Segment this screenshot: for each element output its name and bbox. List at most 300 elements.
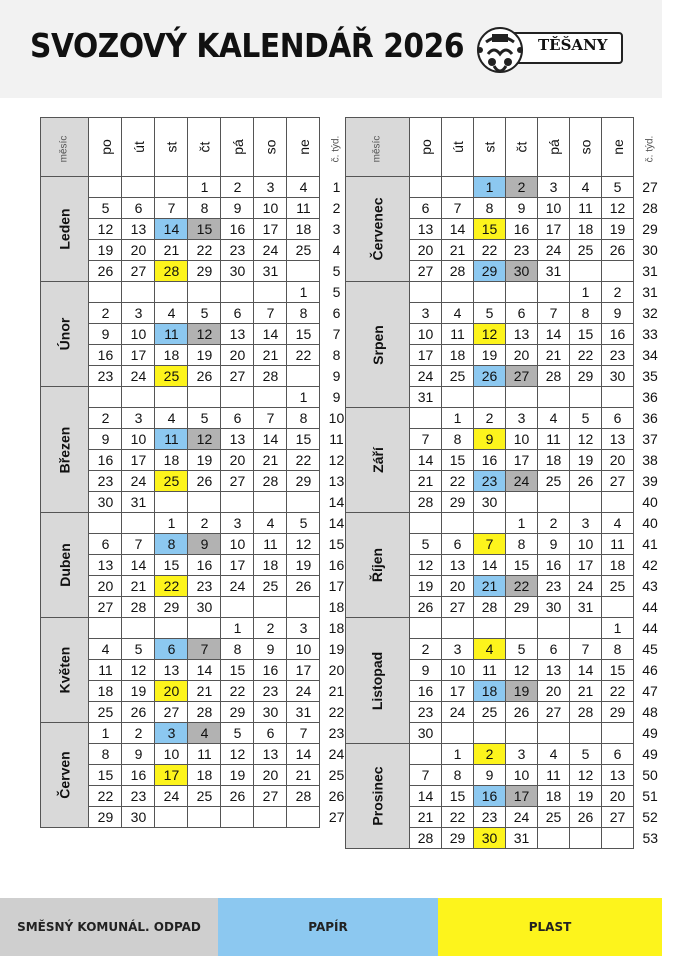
day-cell: 19: [188, 345, 221, 366]
day-cell: 3: [410, 303, 442, 324]
day-cell: 13: [410, 219, 442, 240]
logo-text: TĚŠANY: [538, 36, 608, 54]
day-cell: 8: [155, 534, 188, 555]
day-cell: 26: [188, 471, 221, 492]
day-cell: 22: [602, 681, 634, 702]
header-day: [570, 118, 602, 177]
day-cell: 4: [538, 408, 570, 429]
day-cell: 5: [570, 744, 602, 765]
day-cell: 2: [474, 744, 506, 765]
day-cell: 12: [602, 198, 634, 219]
day-cell: 23: [474, 471, 506, 492]
day-cell: 8: [570, 303, 602, 324]
header-month: [41, 118, 89, 177]
day-cell: 29: [602, 702, 634, 723]
day-cell: 24: [122, 366, 155, 387]
month-name: Červen: [56, 751, 73, 799]
day-cell: 19: [602, 219, 634, 240]
day-cell: 7: [287, 723, 320, 744]
day-cell: 2: [254, 618, 287, 639]
empty-cell: [287, 366, 320, 387]
header-day-label: ne: [295, 139, 312, 155]
day-cell: 13: [602, 765, 634, 786]
empty-cell: [410, 744, 442, 765]
day-cell: 31: [538, 261, 570, 282]
empty-cell: [287, 597, 320, 618]
empty-cell: [570, 492, 602, 513]
day-cell: 24: [221, 576, 254, 597]
day-cell: 24: [506, 471, 538, 492]
week-number: 9: [332, 389, 341, 405]
empty-cell: [538, 282, 570, 303]
week-number: 31: [642, 284, 658, 300]
week-number: 21: [328, 683, 345, 699]
day-cell: 6: [602, 744, 634, 765]
week-row: [346, 618, 667, 639]
month-name: Srpen: [369, 324, 386, 365]
empty-cell: [570, 261, 602, 282]
legend-mixed-waste: SMĚSNÝ KOMUNÁL. ODPAD: [0, 898, 218, 956]
day-cell: 20: [538, 681, 570, 702]
day-cell: 13: [602, 429, 634, 450]
day-cell: 3: [506, 744, 538, 765]
day-cell: 7: [155, 198, 188, 219]
day-cell: 22: [287, 345, 320, 366]
day-cell: 19: [89, 240, 122, 261]
day-cell: 23: [122, 786, 155, 807]
day-cell: 28: [474, 597, 506, 618]
week-number: 8: [332, 347, 341, 363]
empty-cell: [602, 492, 634, 513]
day-cell: 17: [442, 681, 474, 702]
month-name: Listopad: [369, 651, 386, 710]
day-cell: 5: [506, 639, 538, 660]
empty-cell: [155, 282, 188, 303]
day-cell: 20: [122, 240, 155, 261]
day-cell: 1: [188, 177, 221, 198]
day-cell: 24: [506, 807, 538, 828]
day-cell: 21: [538, 345, 570, 366]
day-cell: 21: [410, 807, 442, 828]
empty-cell: [474, 618, 506, 639]
empty-cell: [602, 387, 634, 408]
day-cell: 3: [254, 177, 287, 198]
empty-cell: [155, 177, 188, 198]
day-cell: 24: [287, 681, 320, 702]
week-number: 47: [642, 683, 658, 699]
day-cell: 14: [122, 555, 155, 576]
empty-cell: [254, 387, 287, 408]
day-cell: 11: [155, 324, 188, 345]
week-number: 52: [642, 809, 658, 825]
day-cell: 7: [570, 639, 602, 660]
day-cell: 2: [188, 513, 221, 534]
empty-cell: [221, 597, 254, 618]
month-cell: [41, 513, 89, 618]
day-cell: 2: [506, 177, 538, 198]
day-cell: 20: [602, 450, 634, 471]
day-cell: 1: [155, 513, 188, 534]
week-number: 13: [328, 473, 345, 489]
week-number: 14: [328, 494, 345, 510]
day-cell: 6: [89, 534, 122, 555]
empty-cell: [155, 618, 188, 639]
day-cell: 12: [570, 429, 602, 450]
day-cell: 7: [538, 303, 570, 324]
day-cell: 10: [254, 198, 287, 219]
day-cell: 28: [570, 702, 602, 723]
header-month: [346, 118, 410, 177]
day-cell: 26: [570, 471, 602, 492]
day-cell: 14: [287, 744, 320, 765]
week-row: [41, 513, 353, 534]
empty-cell: [287, 261, 320, 282]
day-cell: 28: [254, 366, 287, 387]
day-cell: 16: [410, 681, 442, 702]
header-day-label: po: [97, 139, 114, 155]
day-cell: 5: [570, 408, 602, 429]
header-day: [442, 118, 474, 177]
empty-cell: [221, 492, 254, 513]
day-cell: 8: [221, 639, 254, 660]
day-cell: 1: [287, 387, 320, 408]
empty-cell: [254, 492, 287, 513]
day-cell: 5: [602, 177, 634, 198]
day-cell: 6: [254, 723, 287, 744]
day-cell: 1: [570, 282, 602, 303]
week-number: 20: [328, 662, 345, 678]
day-cell: 8: [442, 765, 474, 786]
day-cell: 1: [89, 723, 122, 744]
day-cell: 1: [506, 513, 538, 534]
day-cell: 1: [474, 177, 506, 198]
day-cell: 8: [89, 744, 122, 765]
empty-cell: [155, 387, 188, 408]
day-cell: 19: [474, 345, 506, 366]
legend-paper: PAPÍR: [218, 898, 438, 956]
day-cell: 4: [287, 177, 320, 198]
header-day: [188, 118, 221, 177]
day-cell: 9: [410, 660, 442, 681]
week-number: 25: [328, 767, 345, 783]
week-row: [346, 744, 667, 765]
day-cell: 6: [506, 303, 538, 324]
day-cell: 21: [155, 240, 188, 261]
day-cell: 8: [506, 534, 538, 555]
empty-cell: [89, 177, 122, 198]
week-number: 27: [328, 809, 345, 825]
day-cell: 16: [506, 219, 538, 240]
day-cell: 7: [410, 765, 442, 786]
day-cell: 15: [89, 765, 122, 786]
week-number: 36: [642, 410, 658, 426]
day-cell: 12: [474, 324, 506, 345]
day-cell: 31: [570, 597, 602, 618]
week-number: 4: [332, 242, 341, 258]
day-cell: 6: [538, 639, 570, 660]
day-cell: 27: [602, 471, 634, 492]
day-cell: 5: [287, 513, 320, 534]
week-row: [41, 618, 353, 639]
day-cell: 14: [410, 786, 442, 807]
day-cell: 4: [538, 744, 570, 765]
week-number: 53: [642, 830, 659, 846]
empty-cell: [254, 597, 287, 618]
day-cell: 28: [410, 492, 442, 513]
day-cell: 26: [221, 786, 254, 807]
day-cell: 3: [221, 513, 254, 534]
day-cell: 20: [155, 681, 188, 702]
header-day: [155, 118, 188, 177]
day-cell: 16: [89, 345, 122, 366]
header-day-label: pá: [545, 139, 562, 155]
day-cell: 4: [474, 639, 506, 660]
day-cell: 25: [254, 576, 287, 597]
header-week-label: č. týd.: [330, 135, 342, 162]
empty-cell: [188, 807, 221, 828]
legend-plastic: PLAST: [438, 898, 662, 956]
day-cell: 20: [442, 576, 474, 597]
day-cell: 2: [221, 177, 254, 198]
week-number: 23: [328, 725, 345, 741]
day-cell: 14: [254, 324, 287, 345]
day-cell: 23: [538, 576, 570, 597]
day-cell: 6: [122, 198, 155, 219]
week-number: 38: [642, 452, 658, 468]
day-cell: 5: [89, 198, 122, 219]
day-cell: 19: [570, 786, 602, 807]
day-cell: 28: [538, 366, 570, 387]
day-cell: 16: [122, 765, 155, 786]
day-cell: 2: [410, 639, 442, 660]
day-cell: 18: [287, 219, 320, 240]
day-cell: 17: [410, 345, 442, 366]
day-cell: 29: [442, 492, 474, 513]
day-cell: 17: [254, 219, 287, 240]
empty-cell: [506, 492, 538, 513]
day-cell: 17: [155, 765, 188, 786]
month-name: Říjen: [369, 547, 386, 583]
day-cell: 30: [221, 261, 254, 282]
month-cell: [346, 177, 410, 282]
day-cell: 25: [287, 240, 320, 261]
day-cell: 27: [538, 702, 570, 723]
week-number: 29: [642, 221, 658, 237]
day-cell: 18: [474, 681, 506, 702]
week-number: 33: [642, 326, 658, 342]
day-cell: 20: [221, 345, 254, 366]
week-row: [346, 408, 667, 429]
week-number: 50: [642, 767, 658, 783]
day-cell: 4: [442, 303, 474, 324]
day-cell: 24: [570, 576, 602, 597]
day-cell: 24: [122, 471, 155, 492]
week-number: 49: [642, 746, 658, 762]
header-day: [254, 118, 287, 177]
week-number: 35: [642, 368, 658, 384]
day-cell: 21: [474, 576, 506, 597]
week-row: [41, 282, 353, 303]
empty-cell: [221, 387, 254, 408]
day-cell: 5: [122, 639, 155, 660]
day-cell: 26: [570, 807, 602, 828]
empty-cell: [410, 177, 442, 198]
day-cell: 19: [188, 450, 221, 471]
day-cell: 21: [570, 681, 602, 702]
day-cell: 17: [506, 786, 538, 807]
day-cell: 8: [188, 198, 221, 219]
day-cell: 21: [410, 471, 442, 492]
day-cell: 18: [538, 786, 570, 807]
day-cell: 15: [602, 660, 634, 681]
empty-cell: [287, 492, 320, 513]
empty-cell: [602, 597, 634, 618]
day-cell: 14: [188, 660, 221, 681]
day-cell: 14: [254, 429, 287, 450]
day-cell: 27: [602, 807, 634, 828]
week-number: 12: [328, 452, 345, 468]
empty-cell: [221, 282, 254, 303]
day-cell: 18: [442, 345, 474, 366]
empty-cell: [122, 513, 155, 534]
day-cell: 26: [506, 702, 538, 723]
day-cell: 16: [221, 219, 254, 240]
day-cell: 6: [155, 639, 188, 660]
day-cell: 31: [410, 387, 442, 408]
day-cell: 10: [221, 534, 254, 555]
day-cell: 16: [188, 555, 221, 576]
day-cell: 28: [188, 702, 221, 723]
day-cell: 29: [188, 261, 221, 282]
day-cell: 6: [442, 534, 474, 555]
week-number: 11: [329, 431, 344, 447]
day-cell: 17: [122, 450, 155, 471]
calendar-left: [40, 117, 353, 828]
day-cell: 3: [287, 618, 320, 639]
empty-cell: [506, 282, 538, 303]
day-cell: 9: [538, 534, 570, 555]
week-number: 16: [328, 557, 345, 573]
week-number: 48: [642, 704, 658, 720]
week-number: 43: [642, 578, 658, 594]
month-name: Prosinec: [369, 766, 386, 826]
day-cell: 23: [410, 702, 442, 723]
day-cell: 16: [474, 786, 506, 807]
day-cell: 3: [155, 723, 188, 744]
month-name: Leden: [56, 208, 73, 250]
week-number: 41: [642, 536, 658, 552]
day-cell: 22: [442, 807, 474, 828]
day-cell: 13: [89, 555, 122, 576]
header-row: [41, 118, 353, 177]
day-cell: 27: [254, 786, 287, 807]
day-cell: 9: [89, 324, 122, 345]
day-cell: 14: [570, 660, 602, 681]
day-cell: 28: [155, 261, 188, 282]
empty-cell: [474, 513, 506, 534]
day-cell: 22: [221, 681, 254, 702]
header-day: [506, 118, 538, 177]
day-cell: 15: [287, 429, 320, 450]
day-cell: 18: [188, 765, 221, 786]
day-cell: 29: [570, 366, 602, 387]
day-cell: 30: [602, 366, 634, 387]
header-day-label: pá: [229, 139, 246, 155]
empty-cell: [474, 387, 506, 408]
day-cell: 4: [89, 639, 122, 660]
day-cell: 8: [287, 303, 320, 324]
week-number: 46: [642, 662, 658, 678]
week-number: 9: [332, 368, 341, 384]
day-cell: 25: [570, 240, 602, 261]
day-cell: 12: [188, 324, 221, 345]
day-cell: 1: [442, 408, 474, 429]
month-name: Září: [369, 447, 386, 473]
header-day: [287, 118, 320, 177]
week-number: 2: [332, 200, 341, 216]
day-cell: 29: [89, 807, 122, 828]
day-cell: 31: [254, 261, 287, 282]
day-cell: 11: [155, 429, 188, 450]
empty-cell: [570, 828, 602, 849]
day-cell: 27: [89, 597, 122, 618]
empty-cell: [538, 828, 570, 849]
day-cell: 30: [122, 807, 155, 828]
week-row: [41, 723, 353, 744]
day-cell: 11: [442, 324, 474, 345]
day-cell: 11: [287, 198, 320, 219]
day-cell: 7: [254, 303, 287, 324]
day-cell: 19: [122, 681, 155, 702]
day-cell: 9: [474, 765, 506, 786]
week-number: 5: [332, 284, 341, 300]
day-cell: 4: [155, 408, 188, 429]
week-number: 51: [642, 788, 658, 804]
day-cell: 18: [538, 450, 570, 471]
day-cell: 8: [287, 408, 320, 429]
day-cell: 23: [474, 807, 506, 828]
day-cell: 6: [410, 198, 442, 219]
header-day-label: so: [577, 139, 594, 155]
week-number: 22: [328, 704, 345, 720]
week-number: 49: [642, 725, 658, 741]
day-cell: 15: [570, 324, 602, 345]
page-title: SVOZOVÝ KALENDÁŘ 2026: [30, 26, 465, 65]
day-cell: 14: [474, 555, 506, 576]
header-day: [538, 118, 570, 177]
day-cell: 31: [506, 828, 538, 849]
day-cell: 8: [474, 198, 506, 219]
header-day-label: po: [417, 139, 434, 155]
day-cell: 26: [287, 576, 320, 597]
day-cell: 9: [221, 198, 254, 219]
day-cell: 29: [506, 597, 538, 618]
day-cell: 14: [410, 450, 442, 471]
day-cell: 18: [602, 555, 634, 576]
day-cell: 28: [287, 786, 320, 807]
day-cell: 21: [287, 765, 320, 786]
day-cell: 13: [442, 555, 474, 576]
day-cell: 30: [410, 723, 442, 744]
day-cell: 15: [474, 219, 506, 240]
month-name: Duben: [56, 543, 73, 587]
day-cell: 4: [155, 303, 188, 324]
empty-cell: [122, 177, 155, 198]
day-cell: 4: [254, 513, 287, 534]
day-cell: 29: [155, 597, 188, 618]
day-cell: 7: [188, 639, 221, 660]
week-number: 24: [328, 746, 345, 762]
